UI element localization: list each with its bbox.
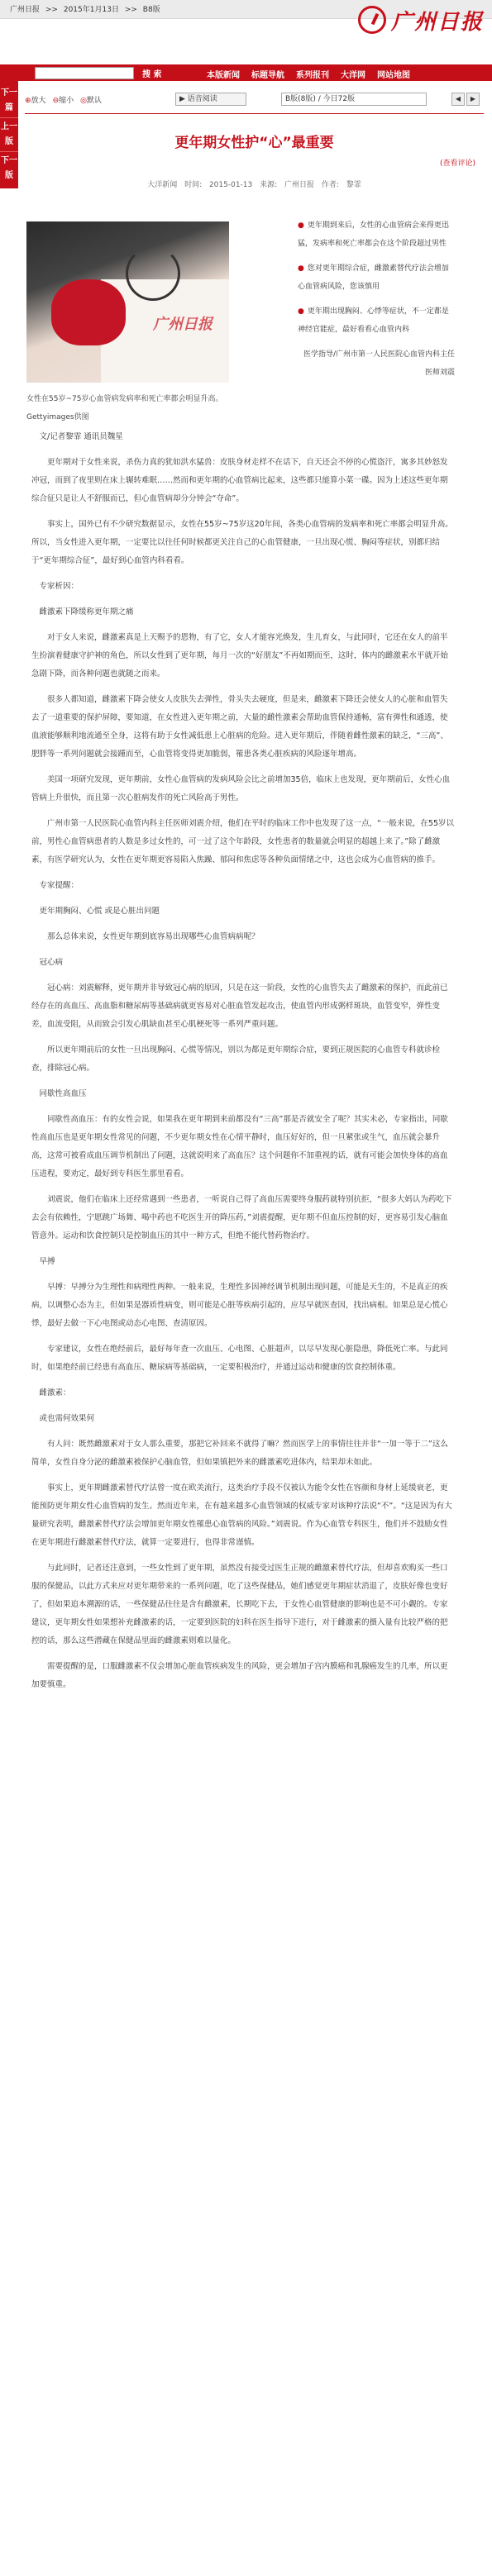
zoom-out-button[interactable]: ⊖缩小 [52, 97, 74, 105]
paragraph: 早搏：早搏分为生理性和病理性两种。一般来说，生理性多因神经调节机制出现问题，可能是天生的，不是真正的疾病，以调整心态为主，但如果是器质性病变，则可能是心脏等疾病引起的，应尽早就医查因，找出病根。如果总是心慌心悸，最好去做一下心电图或动态心电图、查清原因。 [31, 1283, 448, 1328]
subheading: 雌激素： [39, 1388, 71, 1398]
paragraph: 事实上，更年期雌激素替代疗法曾一度在欧美流行，这类治疗手段不仅被认为能令女性在容颜和身材上延缓衰老，更能预防更年期女性心血管病的发生。然而近年来，在有越来越多心血管领域的权威专家对该种疗法说“不”。“这是因为有大量研究表明，雌激素替代疗法会增加更年期女性罹患心血管病的风险。”刘震说。作为心血管专科医生，他们并不鼓励女性在更年期进行雌激素替代疗法，就算一定要进行，也得非常谨慎。 [31, 1483, 452, 1547]
paragraph: 专家建议，女性在绝经前后，最好每年查一次血压、心电图、心脏超声，以尽早发现心脏隐患，降低死亡率。与此同时，如果绝经前已经患有高血压、糖尿病等基础病，一定要积极治疗，并通过运动和健康的饮食控制体重。 [31, 1345, 448, 1372]
breadcrumb: 广州日报 >> 2015年1月13日 >> B8版 [10, 6, 160, 14]
article-photo [26, 221, 229, 383]
page-select[interactable]: B版(8版) / 今日72版 [281, 93, 427, 106]
prev-arrow-icon[interactable]: ◀ [451, 93, 465, 106]
subheading: 专家析因： [39, 582, 79, 591]
paragraph: 更年期对于女性来说，杀伤力真的犹如洪水猛兽：皮肤身材走样不在话下，自天还会不停的心慌盗汗，寓多其妙怒发冲冠，而到了夜里则在床上辗转难眠……然而和更年期的心血管病比起来，这些都只能算小菜一碟。因为上述这些更年期综合征只是让人不舒服而已，但心血管病却分分钟会“夺命”。 [31, 458, 448, 503]
medical-guide: 医学指导/广州市第一人民医院心血管内科主任医师刘震 [303, 350, 455, 377]
nav-links [207, 68, 410, 80]
zoom-default-button[interactable]: ◎默认 [80, 97, 102, 105]
key-points [298, 217, 455, 388]
logo-text: 广州日报 [390, 9, 484, 35]
subheading: 专家提醒： [39, 881, 79, 890]
article-body [31, 428, 455, 1702]
side-tab-next-page[interactable]: 下一版 [1, 156, 17, 180]
side-tab-prev-page[interactable]: 上一版 [0, 118, 18, 152]
photo-caption: 女性在55岁~75岁心血管病发病率和死亡率都会明显升高。 Gettyimages供图 [26, 395, 223, 421]
paragraph: 对于女人来说，雌激素真是上天赐予的恩物，有了它，女人才能容光焕发，生儿育女，与此同时，它还在女人的前半生扮演着健康守护神的角色，所以女性到了更年期，每月一次的“好朋友”不再如期而至，这时，体内的雌激素水平就开始急剧下降，而各种问题也就随之而来。 [31, 633, 448, 679]
nav-item-series[interactable]: 系列报刊 [296, 71, 329, 80]
heart-icon [51, 279, 126, 345]
paragraph: 有人问：既然雌激素对于女人那么重要，那把它补回来不就得了嘛？然而医学上的事情往往并非“一加一等于二”这么简单，女性自身分泌的雌激素被保护心脑血管，但如果镇把外来的雌激素吃进体内，结果却未如此。 [31, 1440, 448, 1467]
nav-item-news[interactable]: 本版新闻 [207, 71, 240, 80]
key-point: ● 更年期出现胸闷、心悸等症状，不一定都是神经官能症，最好看看心血管内科 [298, 307, 449, 334]
article-title: 更年期女性护“心”最重要 [174, 135, 334, 151]
side-tab-next-article[interactable]: 下一篇 [0, 84, 18, 118]
zoom-in-icon: ⊕ [25, 97, 31, 105]
bullet-icon: ● [298, 264, 304, 273]
subheading: 同歇性高血压 [39, 1089, 87, 1098]
page-arrows [451, 93, 480, 106]
breadcrumb-date[interactable]: 2015年1月13日 [63, 6, 119, 14]
paragraph: 与此同时，记者还注意到，一些女性到了更年期，虽然没有接受过医生正规的雌激素替代疗法，但却喜欢购买一些口服的保健品，以此方式来应对更年期带来的一系列问题，吃了这些保健品，她们感觉更年期症状消退了，皮肤好像也变好了，但如果追本溯源的话，一些保健品往往是含有雌激素，长期吃下去，于女性心血管健康的影响也是不可小觑的。专家建议，更年期女性如果想补充雌激素的话，一定要到医院的妇科在医生指导下进行，对于雌激素的摄入量有比较严格的把控的话，那么这些潜藏在保健品里面的雌激素则难以量化。 [31, 1564, 448, 1645]
zoom-out-icon: ⊖ [52, 97, 60, 105]
view-comments-link[interactable]: (查看评论) [439, 160, 475, 168]
paragraph: 很多人都知道，雌激素下降会使女人皮肤失去弹性，骨头失去硬度，但是来，雌激素下降还会使女人的心脏和血管失去了一道重要的保护屏障，要知道，在女性进入更年期之前，大量的雌性激素会帮助血管保持通畅，富有弹性和通透，使血液能够顺利地流通至全身，这将有助于女性减低患上心脏病的危险。进入更年期后，伴随着雌性激素的缺乏，“三高”、肥胖等一系列问题就会接踵而至，心血管将变得更加脆弱，罹患各类心脏疾病的风险逐年增高。 [31, 695, 448, 759]
paragraph: 刘震说，他们在临床上还经常遇到一些患者，一听说自己得了高血压需要终身服药就特别抗拒，“很多大妈认为药吃下去会有依赖性，宁愿跳广场舞、喝中药也不吃医生开的降压药，”刘震提醒，更年期不但血压控制的好，更容易引发心脑血管意外。运动和饮食控制只是控制血压的其中一种方式，但绝不能代替药物治疗。 [31, 1195, 452, 1240]
paragraph: 冠心病：刘震解释，更年期并非导致冠心病的原因，只是在这一阶段，女性的心血管失去了雌激素的保护，而此前已经存在的高血压、高血脂和糖尿病等基础病就更容易对心脏血管发起攻击，使血管内形成粥样斑块，血管变窄，弹性变差，血流受阻，从而致会引发心肌缺血甚至心肌梗死等一系列严重问题。 [31, 983, 448, 1029]
side-tabs [0, 81, 18, 188]
subheading: 冠心病 [39, 958, 64, 967]
article-meta: 大洋新闻 时间: 2015-01-13 来源: 广州日报 作者: 黎霏 [147, 181, 361, 189]
search-input[interactable] [35, 67, 134, 79]
subheading: 雌激素下降缓称更年期之痛 [39, 607, 134, 617]
speaker-icon: ▶ [179, 95, 188, 103]
subheading: 早搏 [39, 1257, 55, 1266]
photo-watermark: 广州日报 [153, 316, 213, 333]
nav-item-titles[interactable]: 标题导航 [251, 71, 284, 80]
divider [25, 113, 484, 114]
bullet-icon: ● [298, 307, 304, 316]
logo-mark-icon [358, 6, 386, 34]
nav-bar [0, 64, 492, 81]
paragraph: 那么总体来说，女性更年期到底容易出现哪些心血管病病呢？ [47, 932, 260, 941]
breadcrumb-page[interactable]: B8版 [142, 6, 160, 14]
next-arrow-icon[interactable]: ▶ [466, 93, 480, 106]
search-button[interactable]: 搜 索 [142, 70, 162, 79]
reading-toolbar [25, 91, 488, 109]
paragraph: 需要提醒的是，口服雌激素不仅会增加心脏血管疾病发生的风险，更会增加子宫内膜癌和乳腺癌发生的几率，所以更加要慎重。 [31, 1662, 448, 1689]
key-point: ● 您对更年期综合症，雌激素替代疗法会增加心血管病风险，您该慎用 [298, 264, 449, 291]
voice-reading-select[interactable]: ▶ 语音阅读 [175, 93, 246, 106]
subheading: 或也需何效果何 [39, 1414, 95, 1423]
zoom-in-button[interactable]: ⊕放大 [25, 97, 46, 105]
paragraph: 同歇性高血压：有的女性会说，如果我在更年期到来前都没有“三高”那是否就安全了呢？其实未必，专家指出，同歇性高血压也是更年期女性常见的问题，不少更年期女性在心情平静时，血压好好的，但一旦紧张或生气，血压就会暴升高，这常可被看成血压调节机制出了问题，这就说明来了高血压？这个问题你不加重视的话，就有可能会加快身体的高血压进程，要劝定，最好到专科医生那里看看。 [31, 1115, 448, 1178]
logo [358, 0, 484, 40]
nav-item-dayoo[interactable]: 大洋网 [341, 71, 365, 80]
zoom-tools [25, 94, 102, 105]
key-point: ● 更年期到来后，女性的心血管病会来得更迅猛，发病率和死亡率都会在这个阶段超过男性 [298, 221, 449, 248]
article-author: 文/记者黎霏 通讯员魏星 [39, 432, 123, 441]
paragraph: 美国一项研究发现，更年期前，女性心血管病的发病风险会比之前增加35倍，临床上也发现，更年期前后，女性心血管病上升很快，而且第一次心脏病发作的死亡风险高于男性。 [31, 775, 451, 802]
subheading: 更年期胸闷、心慌 或是心脏出问题 [39, 907, 160, 916]
bullet-icon: ● [298, 221, 304, 230]
paragraph: 事实上，国外已有不少研究数据显示，女性在55岁~75岁这20年间，各类心血管病的发病率和死亡率都会明显升高。所以，当女性进入更年期，一定要比以往任何时候都更关注自己的心血管健康，一旦出现心慌、胸闷等症状，别都归结于“更年期综合征”，最好到心血管内科看看。 [31, 520, 453, 565]
stethoscope-icon [126, 246, 180, 301]
default-icon: ◎ [80, 97, 87, 105]
breadcrumb-paper[interactable]: 广州日报 [10, 6, 41, 14]
paragraph: 所以更年期前后的女性一旦出现胸闷、心慌等情况，别以为都是更年期综合症，要到正规医院的心血管专科就诊检查，排除冠心病。 [31, 1045, 441, 1073]
paragraph: 广州市第一人民医院心血管内科主任医师刘震介绍，他们在平时的临床工作中也发现了这一点，“一般来说，在55岁以前，男性心血管病患者的人数是多过女性的，可一过了这个年龄段，女性患者的数量就会明显的超越上来了。”除了雌激素，有医学研究认为，女性在更年期更容易陷入焦躁、郁闷和焦虑等各种负面情绪之中，这也会成为心血管病的推手。 [31, 819, 455, 864]
nav-item-sitemap[interactable]: 网站地图 [377, 71, 410, 80]
